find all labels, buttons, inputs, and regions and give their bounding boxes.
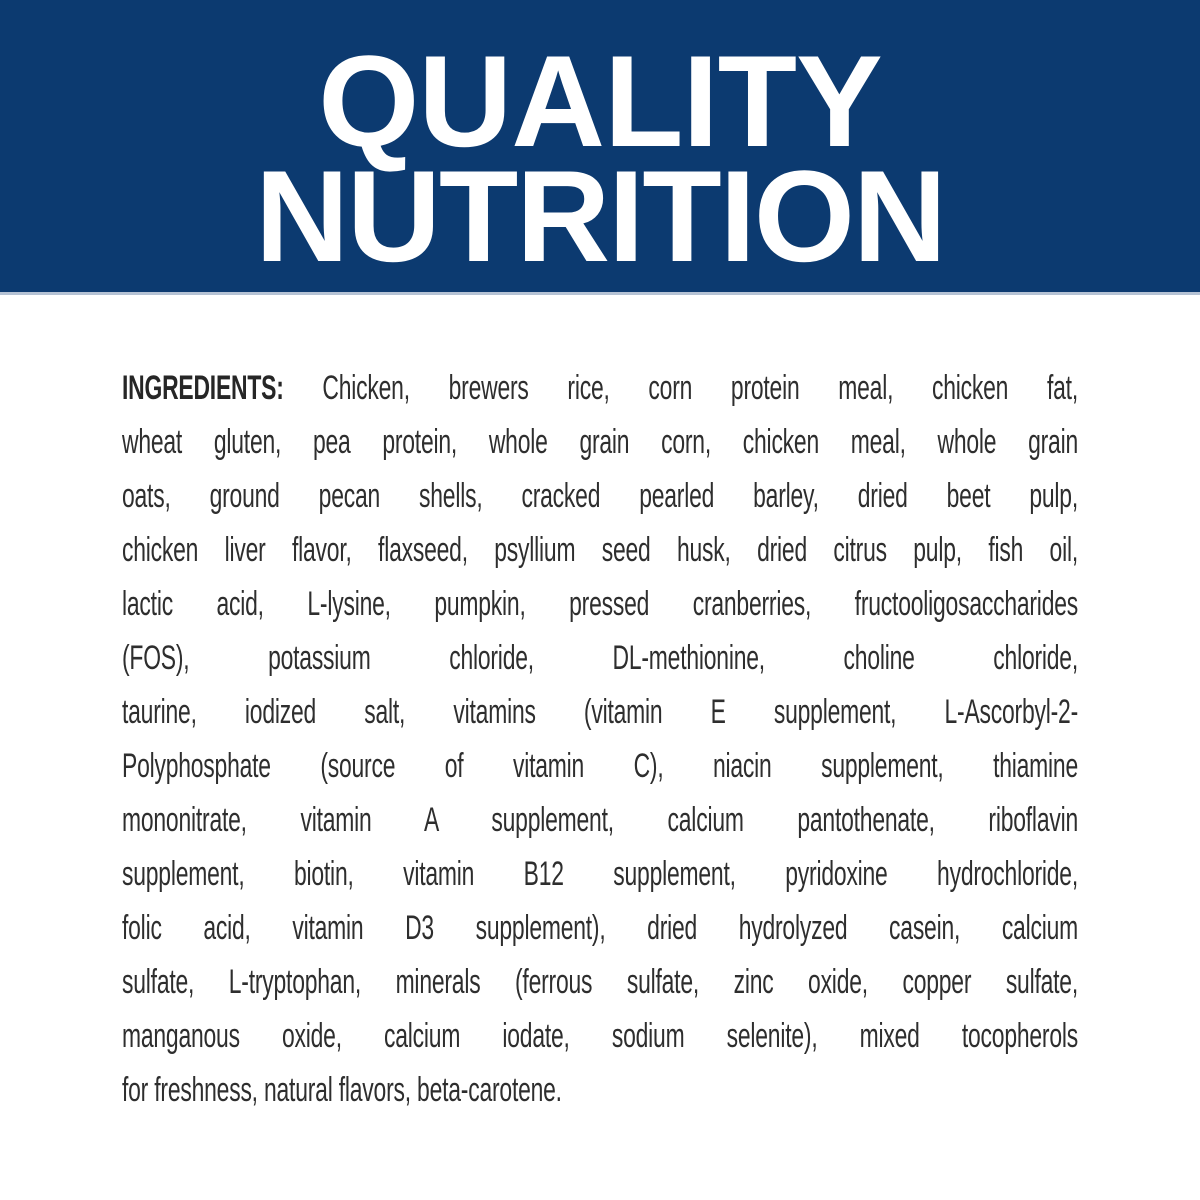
ingredients-line: wheat gluten, pea protein, whole grain corn, chicken meal, whole grain [122, 423, 1079, 461]
ingredients-label: INGREDIENTS: [122, 369, 284, 407]
title-line-nutrition: NUTRITION [255, 143, 945, 289]
ingredients-line: lactic acid, L-lysine, pumpkin, pressed cranberries, fructooligosaccharides [122, 585, 1079, 623]
ingredients-line: mononitrate, vitamin A supplement, calcium pantothenate, riboflavin [122, 801, 1079, 839]
ingredients-section [122, 361, 1078, 1117]
ingredients-line: folic acid, vitamin D3 supplement), dried hydrolyzed casein, calcium [122, 909, 1079, 947]
title-line-quality: QUALITY [318, 28, 882, 174]
ingredients-line: taurine, iodized salt, vitamins (vitamin E supplement, L-Ascorbyl-2- [122, 693, 1079, 731]
ingredients-line [122, 361, 1078, 415]
ingredients-line: sulfate, L-tryptophan, minerals (ferrous sulfate, zinc oxide, copper sulfate, [122, 963, 1079, 1001]
ingredients-line: for freshness, natural flavors, beta-carotene. [122, 1071, 562, 1109]
ingredients-line: manganous oxide, calcium iodate, sodium selenite), mixed tocopherols [122, 1017, 1079, 1055]
ingredients-line: (FOS), potassium chloride, DL-methionine, choline chloride, [122, 639, 1079, 677]
header-banner [0, 0, 1200, 295]
ingredients-line: supplement, biotin, vitamin B12 supplement, pyridoxine hydrochloride, [122, 855, 1079, 893]
ingredients-line: Polyphosphate (source of vitamin C), niacin supplement, thiamine [122, 747, 1079, 785]
ingredients-text: Chicken, brewers rice, corn protein meal, chicken fat, [322, 369, 1079, 407]
page-title [0, 0, 1200, 289]
ingredients-line: oats, ground pecan shells, cracked pearled barley, dried beet pulp, [122, 477, 1079, 515]
ingredients-line: chicken liver flavor, flaxseed, psyllium seed husk, dried citrus pulp, fish oil, [122, 531, 1079, 569]
